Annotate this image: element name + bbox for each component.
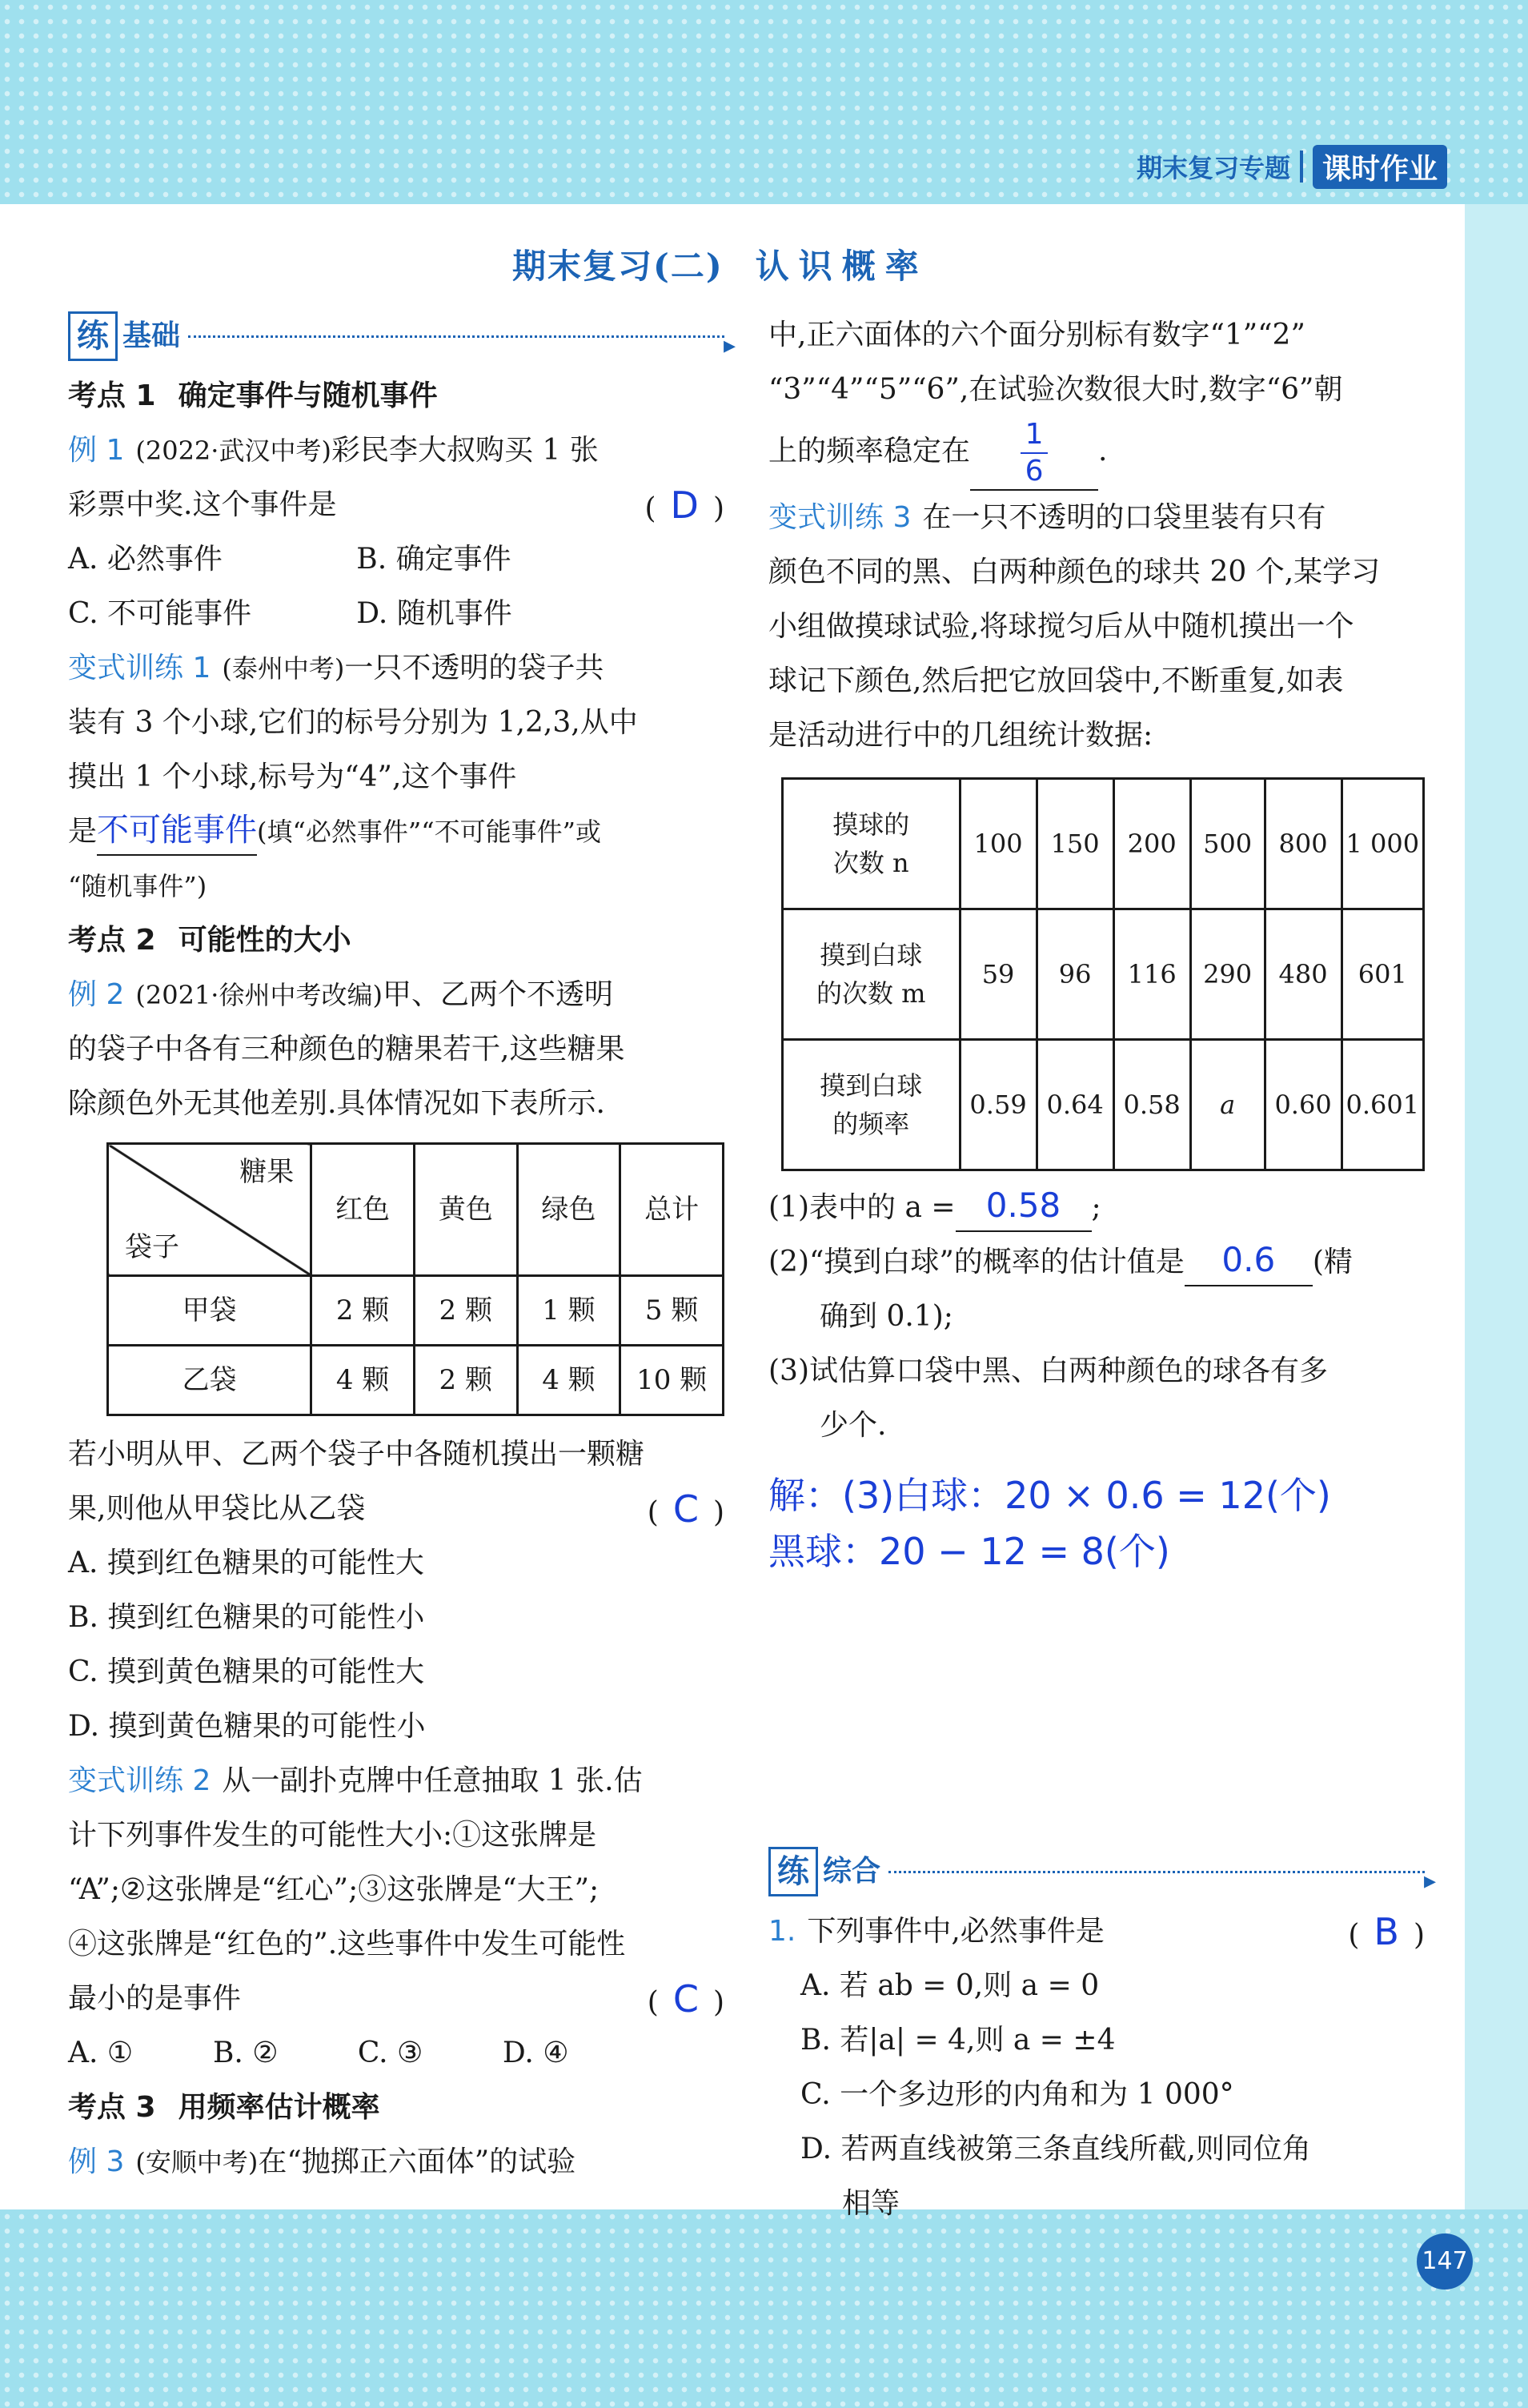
c1-option-a: A. 若 ab = 0,则 a = 0 <box>800 1969 1100 2002</box>
header-divider <box>1300 150 1303 183</box>
candy-table-corner <box>108 1144 311 1276</box>
c1-stem-text: 下列事件中,必然事件是 <box>807 1915 1105 1948</box>
table-row <box>783 1040 1424 1170</box>
v1-line5: “随机事件”) <box>68 871 207 901</box>
v1-line3: 摸出 1 个小球,标号为“4”,这个事件 <box>68 761 517 793</box>
ex1-stem-2 <box>68 478 724 532</box>
ex1-options <box>68 532 644 641</box>
page-title <box>512 240 928 288</box>
row-header: 甲袋 <box>108 1276 311 1346</box>
ex1-option-c: C. 不可能事件 <box>68 597 252 630</box>
ex3-line4-text: 上的频率稳定在 <box>768 435 971 468</box>
v2-line1: 从一副扑克牌中任意抽取 1 张.估 <box>222 1764 643 1797</box>
v3-q2-answer: 0.6 <box>1221 1240 1276 1279</box>
header-tag <box>1137 144 1447 189</box>
table-cell: 0.60 <box>1265 1040 1342 1170</box>
v3-line3: 小组做摸球试验,将球搅匀后从中随机摸出一个 <box>768 610 1354 643</box>
frequency-table <box>781 777 1425 1171</box>
ex3-answer-blank <box>970 417 1098 491</box>
v3-solution <box>768 1467 1425 1579</box>
section-comprehensive-title: 综合 <box>823 1855 881 1888</box>
table-cell: 290 <box>1190 909 1265 1040</box>
v3-solution-line1: 解：(3)白球：20 × 0.6 = 12(个) <box>768 1474 1331 1517</box>
c1-option-d-cont: 相等 <box>842 2187 900 2220</box>
table-header: 总计 <box>620 1144 724 1276</box>
ex1-text1: 彩民李大叔购买 1 张 <box>331 434 599 467</box>
table-cell: 2 颗 <box>414 1346 517 1415</box>
ex2-answer-paren: ( C ) <box>647 1487 724 1531</box>
v3-q1-text: (1)表中的 a = <box>768 1191 956 1224</box>
ex3-label: 例 3 <box>68 2145 125 2178</box>
table-cell: 2 颗 <box>414 1276 517 1346</box>
ex2-source: (2021·徐州中考改编) <box>135 980 383 1010</box>
ex2-question-2 <box>68 1482 724 1536</box>
v3-stem <box>768 491 1425 545</box>
table-row <box>783 909 1424 1040</box>
v1-answer: 不可能事件 <box>97 812 258 849</box>
ex3-answer-denominator: 6 <box>1025 455 1044 488</box>
ex2-line3: 除颜色外无其他差别.具体情况如下表所示. <box>68 1087 605 1120</box>
ex3-line2: 中,正六面体的六个面分别标有数字“1”“2” <box>768 319 1305 351</box>
v1-source: (泰州中考) <box>222 653 345 684</box>
kp2-num: 考点 2 <box>68 924 156 957</box>
table-cell: 1 000 <box>1342 779 1423 909</box>
section-basic-title: 基础 <box>122 319 181 352</box>
c1-option-d: D. 若两直线被第三条直线所截,则同位角 <box>800 2133 1311 2165</box>
v3-q1-end: ; <box>1091 1191 1101 1224</box>
dotted-arrow-icon <box>188 335 724 338</box>
ex1-text2: 彩票中奖.这个事件是 <box>68 488 337 521</box>
v2-option-b: B. ② <box>212 2037 279 2069</box>
ex2-answer: C <box>672 1487 699 1531</box>
table-header: 黄色 <box>414 1144 517 1276</box>
v2-option-a: A. ① <box>68 2037 134 2069</box>
ex3-answer-fraction <box>1021 417 1049 489</box>
kp3-heading <box>68 2081 724 2135</box>
table-cell: 0.59 <box>960 1040 1037 1170</box>
row-header <box>783 909 961 1040</box>
kp2-heading <box>68 913 724 968</box>
table-cell: 0.601 <box>1342 1040 1423 1170</box>
v1-stem <box>68 641 724 696</box>
table-header: 绿色 <box>517 1144 620 1276</box>
ex1-stem <box>68 423 724 478</box>
table-cell: 0.58 <box>1113 1040 1190 1170</box>
ex2-stem <box>68 968 724 1022</box>
kp2-name: 可能性的大小 <box>178 924 351 957</box>
ex1-option-d: D. 随机事件 <box>356 597 512 630</box>
ex2-label: 例 2 <box>68 978 125 1011</box>
ex2-option-b: B. 摸到红色糖果的可能性小 <box>68 1601 425 1634</box>
ex1-source: (2022·武汉中考) <box>135 435 331 466</box>
row-header <box>783 1040 961 1170</box>
section-basic-head <box>68 308 724 364</box>
table-cell: 150 <box>1037 779 1113 909</box>
page-title-main: 期末复习(二) <box>512 247 724 286</box>
v3-q1-answer: 0.58 <box>985 1186 1061 1225</box>
c1-stem <box>768 1904 1425 1959</box>
table-cell: 800 <box>1265 779 1342 909</box>
v3-q2-blank <box>1185 1238 1313 1286</box>
kp3-name: 用频率估计概率 <box>178 2091 380 2124</box>
v1-line2: 装有 3 个小球,它们的标号分别为 1,2,3,从中 <box>68 706 638 739</box>
v2-line5: 最小的是事件 <box>68 1982 242 2015</box>
table-cell: 4 颗 <box>517 1346 620 1415</box>
v1-line4-pre: 是 <box>68 815 98 848</box>
table-cell: 200 <box>1113 779 1190 909</box>
ex2-option-c: C. 摸到黄色糖果的可能性大 <box>68 1656 425 1688</box>
left-column <box>68 308 724 2189</box>
row-header-line: 摸球的 <box>832 809 910 840</box>
c1-num: 1. <box>768 1915 796 1948</box>
v3-label: 变式训练 3 <box>768 501 912 534</box>
v1-answer-blank <box>97 808 257 856</box>
ex2-line2: 的袋子中各有三种颜色的糖果若干,这些糖果 <box>68 1033 625 1066</box>
table-cell: a <box>1190 1040 1265 1170</box>
v3-q3-line2: 少个. <box>820 1409 887 1442</box>
ex2-option-a: A. 摸到红色糖果的可能性大 <box>68 1547 424 1579</box>
table-cell: 116 <box>1113 909 1190 1040</box>
ex1-option-a: A. 必然事件 <box>68 543 223 576</box>
v2-line3: “A”;②这张牌是“红心”;③这张牌是“大王”; <box>68 1873 600 1906</box>
v2-answer-paren: ( C ) <box>647 1977 724 2021</box>
table-cell: 5 颗 <box>620 1276 724 1346</box>
v1-line1: 一只不透明的袋子共 <box>344 652 604 684</box>
table-row <box>108 1144 724 1276</box>
blank-space <box>768 1579 1425 1844</box>
v2-line2: 计下列事件发生的可能性大小:①这张牌是 <box>68 1819 597 1852</box>
corner-bottom-label: 袋子 <box>125 1231 179 1263</box>
v1-line4 <box>68 805 724 859</box>
ex2-q2-text: 果,则他从甲袋比从乙袋 <box>68 1492 366 1525</box>
table-cell: 10 颗 <box>620 1346 724 1415</box>
v3-line5: 是活动进行中的几组统计数据: <box>768 719 1153 752</box>
table-row <box>108 1276 724 1346</box>
v3-q3-line1: (3)试估算口袋中黑、白两种颜色的球各有多 <box>768 1354 1328 1387</box>
v3-q2-line2: 确到 0.1); <box>820 1300 953 1333</box>
row-header-line: 的频率 <box>832 1109 910 1139</box>
ex3-source: (安顺中考) <box>135 2147 259 2177</box>
v2-line4: ④这张牌是“红色的”.这些事件中发生可能性 <box>68 1928 626 1961</box>
row-header-line: 摸到白球 <box>820 940 923 970</box>
bottom-decor-band <box>0 2209 1528 2408</box>
ex3-answer-numerator: 1 <box>1021 417 1049 454</box>
v3-q1 <box>768 1181 1425 1235</box>
ex1-label: 例 1 <box>68 434 125 467</box>
ex3-line1: 在“抛掷正六面体”的试验 <box>258 2145 576 2178</box>
dotted-arrow-icon <box>888 1871 1425 1873</box>
v1-label: 变式训练 1 <box>68 652 211 684</box>
v1-line4-post: (填“必然事件”“不可能事件”或 <box>257 817 601 847</box>
v3-line2: 颜色不同的黑、白两种颜色的球共 20 个,某学习 <box>768 556 1381 588</box>
lian-badge-icon: 练 <box>68 311 118 361</box>
lian-badge-icon: 练 <box>768 1847 818 1896</box>
header-subtitle: 期末复习专题 <box>1137 153 1291 183</box>
c1-option-b: B. 若|a| = 4,则 a = ±4 <box>800 2024 1116 2057</box>
table-cell: 601 <box>1342 909 1423 1040</box>
row-header-line: 的次数 m <box>816 978 926 1009</box>
v2-option-c: C. ③ <box>357 2037 423 2069</box>
v3-q2 <box>768 1235 1425 1290</box>
ex3-line4: 上的频率稳定在 $\frac{1}{6}$ . <box>768 417 1425 491</box>
c1-answer: B <box>1374 1910 1399 1953</box>
v3-line4: 球记下颜色,然后把它放回袋中,不断重复,如表 <box>768 664 1344 697</box>
v2-label: 变式训练 2 <box>68 1764 211 1797</box>
ex3-stem <box>68 2135 724 2189</box>
c1-option-c: C. 一个多边形的内角和为 1 000° <box>800 2078 1234 2111</box>
table-row <box>783 779 1424 909</box>
table-cell: 500 <box>1190 779 1265 909</box>
kp1-heading <box>68 369 724 423</box>
v3-line1: 在一只不透明的口袋里装有只有 <box>922 501 1326 534</box>
table-cell: 100 <box>960 779 1037 909</box>
right-decor-strip <box>1465 204 1528 2209</box>
table-cell: 2 颗 <box>311 1276 415 1346</box>
row-header-line: 次数 n <box>832 848 909 878</box>
ex3-line3: “3”“4”“5”“6”,在试验次数很大时,数字“6”朝 <box>768 373 1343 406</box>
v2-line5-row <box>68 1972 724 2026</box>
right-column <box>768 308 1425 2231</box>
ex2-option-d: D. 摸到黄色糖果的可能性小 <box>68 1710 426 1743</box>
v3-solution-line2: 黑球：20 − 12 = 8(个) <box>768 1530 1170 1573</box>
ex2-question-1: 若小明从甲、乙两个袋子中各随机摸出一颗糖 <box>68 1438 645 1471</box>
v3-q2-end: (精 <box>1312 1246 1353 1278</box>
kp1-num: 考点 1 <box>68 379 156 412</box>
corner-top-label: 糖果 <box>239 1156 295 1188</box>
row-header-line: 摸到白球 <box>820 1070 923 1101</box>
table-cell: 59 <box>960 909 1037 1040</box>
v2-answer: C <box>672 1977 699 2021</box>
row-header: 乙袋 <box>108 1346 311 1415</box>
kp3-num: 考点 3 <box>68 2091 156 2124</box>
page-number: 147 <box>1417 2233 1473 2290</box>
page-title-sub: 认识概率 <box>755 247 928 286</box>
c1-answer-paren: ( B ) <box>1348 1910 1425 1953</box>
v2-stem <box>68 1754 724 1808</box>
v2-option-d: D. ④ <box>502 2037 569 2069</box>
header-brand: 课时作业 <box>1313 145 1447 189</box>
ex2-line1: 甲、乙两个不透明 <box>382 978 613 1011</box>
table-row <box>108 1346 724 1415</box>
table-cell: 480 <box>1265 909 1342 1040</box>
table-header: 红色 <box>311 1144 415 1276</box>
ex1-option-b: B. 确定事件 <box>356 543 511 576</box>
section-comprehensive-head <box>768 1844 1425 1900</box>
v2-options <box>68 2026 648 2081</box>
row-header <box>783 779 961 909</box>
table-cell: 0.64 <box>1037 1040 1113 1170</box>
ex1-answer-paren: ( D ) <box>644 484 724 527</box>
ex1-answer: D <box>670 484 699 527</box>
table-cell: 1 颗 <box>517 1276 620 1346</box>
kp1-name: 确定事件与随机事件 <box>178 379 438 412</box>
candy-table <box>106 1142 724 1416</box>
v3-q2-text: (2)“摸到白球”的概率的估计值是 <box>768 1246 1185 1278</box>
v3-q1-blank <box>956 1183 1092 1232</box>
table-cell: 4 颗 <box>311 1346 415 1415</box>
table-cell: 96 <box>1037 909 1113 1040</box>
